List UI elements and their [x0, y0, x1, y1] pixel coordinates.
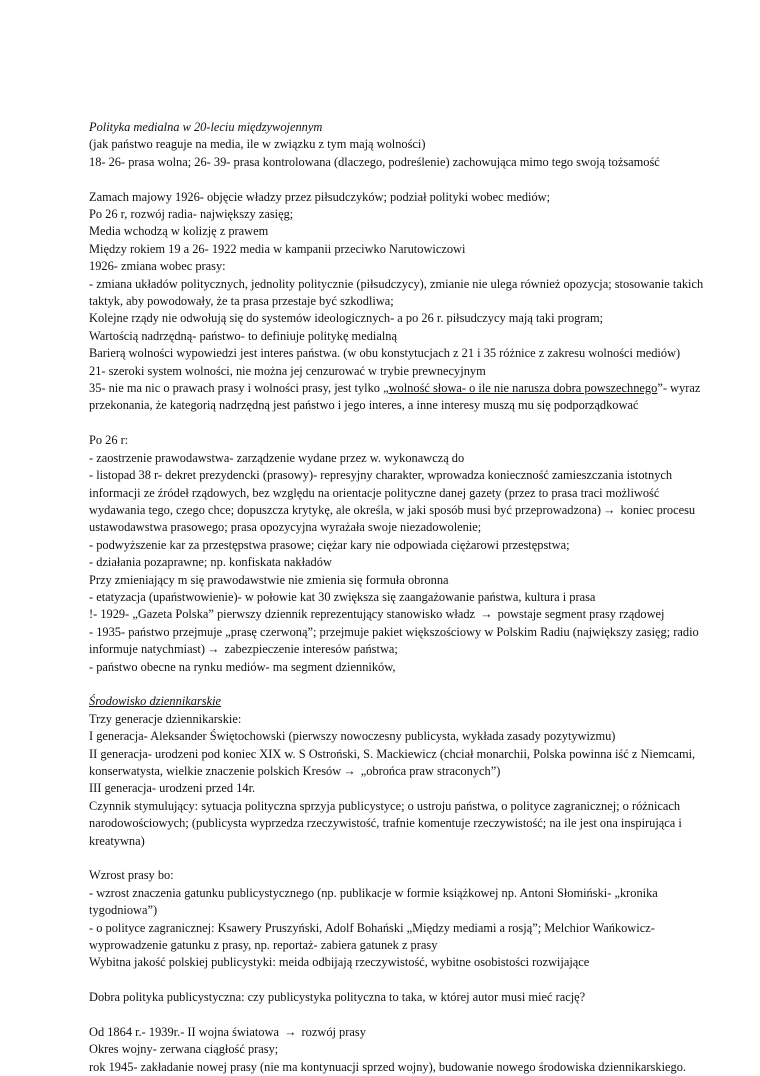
text-span: zabezpieczenie interesów państwa;	[221, 642, 398, 657]
text-line: (jak państwo reaguje na media, ile w związku z tym mają wolności)	[89, 137, 426, 152]
arrow-right-icon: →	[284, 1025, 297, 1040]
text-line: Przy zmieniający m się prawodawstwie nie zmienia się formuła obronna	[89, 572, 449, 587]
text-line: - wzrost znaczenia gatunku publicystycznego (np. publikacje w formie książkowej np. Antoni Słomiński- „kronika	[89, 885, 658, 900]
text-line: Okres wojny- zerwana ciągłość prasy;	[89, 1042, 279, 1057]
text-line	[89, 1024, 689, 1041]
text-line: 1926- zmiana wobec prasy:	[89, 259, 226, 274]
text-line: 18- 26- prasa wolna; 26- 39- prasa kontrolowana (dlaczego, podreślenie) zachowująca mimo tego swoją tożsamość	[89, 154, 660, 169]
text-line: - działania pozaprawne; np. konfiskata nakładów	[89, 555, 332, 570]
text-line: Wybitna jakość polskiej publicystyki: meida odbijają rzeczywistość, wybitne osobistości rozwijające	[89, 955, 590, 970]
text-line: - zmiana układów politycznych, jednolity politycznie (piłsudczycy), zmianie nie ulega również opozycja; stosowanie takich	[89, 276, 704, 291]
text-line: 21- szeroki system wolności, nie można jej cenzurować w trybie prewnecyjnym	[89, 363, 486, 378]
text-span: konserwatysta, wielkie znaczenie polskich Kresów	[89, 763, 342, 778]
text-line: - państwo obecne na rynku mediów- ma segment dzienników,	[89, 659, 396, 674]
document-page	[89, 119, 704, 1076]
text-span: !- 1929- „Gazeta Polska” pierwszy dziennik reprezentujący stanowisko władz	[89, 607, 479, 622]
text-line: Wzrost prasy bo:	[89, 868, 174, 883]
text-line: - etatyzacja (upaństwowienie)- w połowie kat 30 zwiększa się zaangażowanie państwa, kultura i prasa	[89, 589, 596, 604]
text-line: Zamach majowy 1926- objęcie władzy przez piłsudczyków; podział polityki wobec mediów;	[89, 189, 551, 204]
text-line	[89, 763, 689, 780]
text-line: - o polityce zagranicznej: Ksawery Pruszyński, Adolf Bohański „Między mediami a rosją”; Melchior Wańkowicz-	[89, 920, 655, 935]
text-line: I generacja- Aleksander Świętochowski (pierwszy nowoczesny publicysta, wykłada zasady pozytywizmu)	[89, 729, 616, 744]
paragraph-gap	[89, 676, 689, 693]
arrow-right-icon: →	[602, 502, 616, 517]
text-line	[89, 641, 689, 658]
text-span: powstaje segment prasy rządowej	[494, 607, 665, 622]
text-line: II generacja- urodzeni pod koniec XIX w. S Ostroński, S. Mackiewicz (chciał monarchii, Polska powinna iść z Niemcami,	[89, 746, 696, 761]
text-span: koniec procesu	[617, 502, 696, 517]
text-line	[89, 606, 689, 623]
text-line: Po 26 r, rozwój radia- największy zasięg;	[89, 207, 294, 222]
text-line: - podwyższenie kar za przestępstwa prasowe; ciężar kary nie odpowiada ciężarowi przestępstwa;	[89, 537, 570, 552]
text-span: „obrońca praw straconych”)	[357, 763, 501, 778]
section-header-after-26: Po 26 r:	[89, 433, 129, 448]
text-line: informacji ze źródeł rządowych, bez względu na orientacje polityczne danej gazety (przez to prasa traci możliwość	[89, 485, 660, 500]
text-line: Wartością nadrzędną- państwo- to definiuje politykę medialną	[89, 328, 397, 343]
section-title-journalism: Środowisko dziennikarskie	[89, 694, 222, 709]
question-line: Dobra polityka publicystyczna: czy publicystyka polityczna to taka, w której autor musi mieć rację?	[89, 990, 586, 1005]
text-span: Od 1864 r.- 1939r.- II wojna światowa	[89, 1025, 283, 1040]
text-line: Trzy generacje dziennikarskie:	[89, 711, 242, 726]
text-line: ustawodawstwa prasowego; prasa opozycyjna wyrażała swoje niezadowolenie;	[89, 520, 482, 535]
text-line: Czynnik stymulujący: sytuacja polityczna sprzyja publicystyce; o ustroju państwa, o polityce zagranicznej; o różnicach	[89, 798, 681, 813]
text-line: Media wchodzą w kolizję z prawem	[89, 224, 269, 239]
text-line: przekonania, że kategorią nadrzędną jest państwo i jego interes, a inne interesy muszą mu się podporządkować	[89, 398, 639, 413]
text-line: tygodniowa”)	[89, 903, 158, 918]
text-line: III generacja- urodzeni przed 14r.	[89, 781, 256, 796]
section-title-media-policy: Polityka medialna w 20-leciu międzywojennym	[89, 120, 323, 134]
text-span: informuje natychmiast)	[89, 642, 205, 657]
text-span: 35- nie ma nic o prawach prasy i wolności prasy, jest tylko	[89, 381, 384, 396]
arrow-right-icon: →	[480, 607, 493, 622]
text-line: kreatywna)	[89, 833, 145, 848]
paragraph-gap	[89, 972, 689, 989]
text-line-constitution-35	[89, 380, 701, 397]
text-span: wydawania tego, czego chce; dopuszcza krytykę, ale określa, w jaki sposób musi być przeprowadzona)	[89, 502, 601, 517]
text-line: - zaostrzenie prawodawstwa- zarządzenie wydane przez w. wykonawczą do	[89, 450, 465, 465]
text-line	[89, 502, 696, 519]
paragraph-gap	[89, 1007, 689, 1024]
text-span: ”- wyraz	[657, 381, 701, 396]
text-line: Barierą wolności wypowiedzi jest interes państwa. (w obu konstytucjach z 21 i 35 różnice z zakresu wolności mediów)	[89, 346, 681, 361]
paragraph-gap	[89, 850, 689, 867]
underlined-quote: „wolność słowa- o ile nie narusza dobra powszechnego	[383, 381, 658, 396]
arrow-right-icon: →	[343, 763, 356, 778]
text-line: - listopad 38 r- dekret prezydencki (prasowy)- represyjny charakter, wprowadza konieczność zamieszczania istotnych	[89, 468, 673, 483]
text-span: rozwój prasy	[298, 1025, 366, 1040]
paragraph-gap	[89, 415, 689, 432]
paragraph-gap	[89, 171, 689, 188]
arrow-right-icon: →	[206, 642, 220, 657]
text-line: Kolejne rządy nie odwołują się do systemów ideologicznych- a po 26 r. piłsudczycy mają taki program;	[89, 311, 604, 326]
text-line: wyprowadzenie gatunku z prasy, np. reportaż- zabiera gatunek z prasy	[89, 938, 438, 953]
text-line: rok 1945- zakładanie nowej prasy (nie ma kontynuacji sprzed wojny), budowanie nowego środowiska dziennikarskiego.	[89, 1059, 686, 1074]
text-line: Między rokiem 19 a 26- 1922 media w kampanii przeciwko Narutowiczowi	[89, 241, 466, 256]
text-line: - 1935- państwo przejmuje „prasę czerwoną”; przejmuje pakiet większościowy w Polskim Radiu (największy zasięg; radio	[89, 624, 699, 639]
text-line: taktyk, aby powodowały, że ta prasa przestaje być szkodliwa;	[89, 294, 394, 309]
text-line: narodowościowych; (publicysta wyprzedza rzeczywistość, trafnie komentuje rzeczywistość; na ile jest ona inspirująca i	[89, 816, 682, 831]
